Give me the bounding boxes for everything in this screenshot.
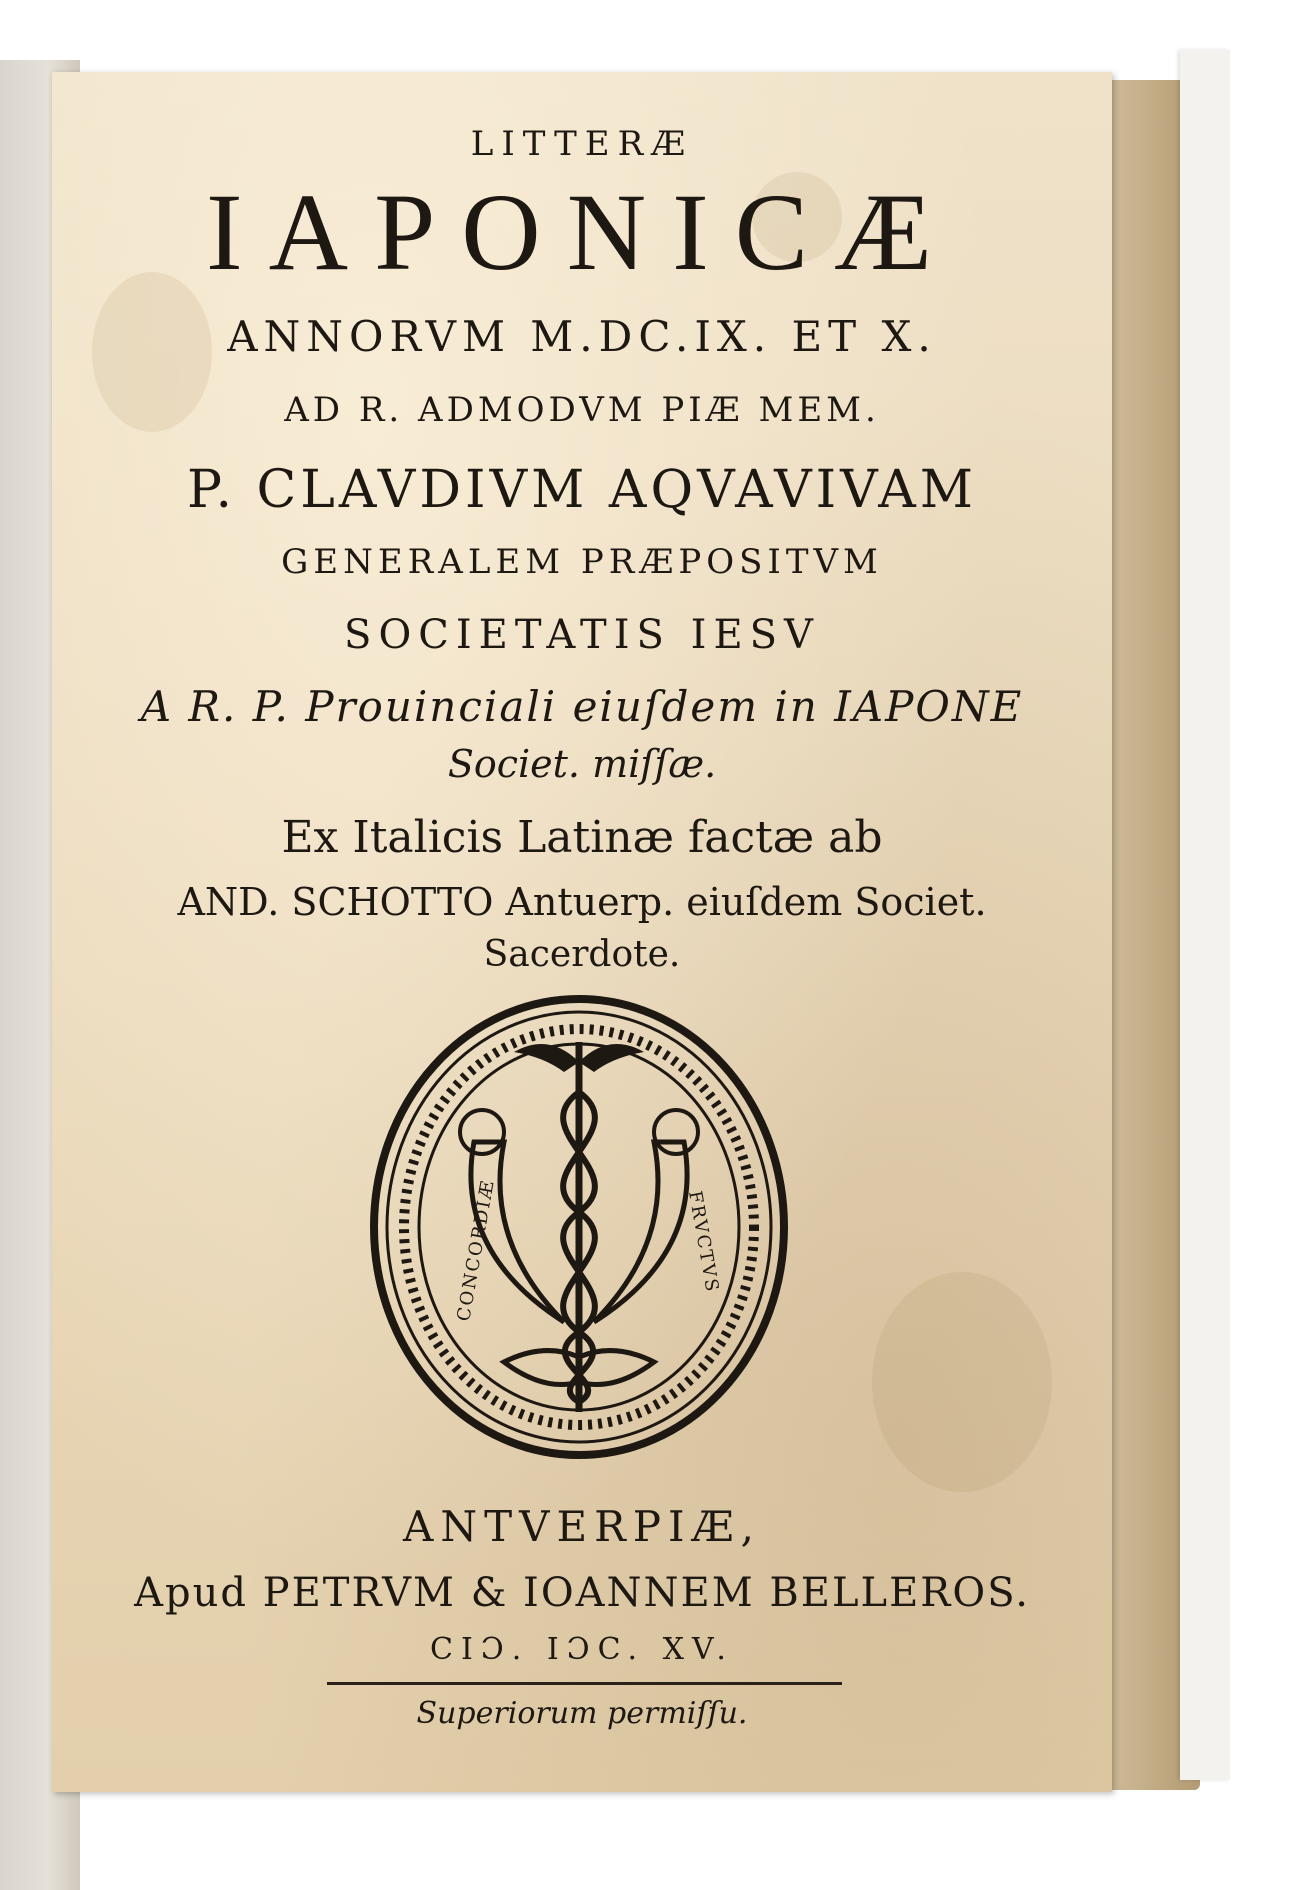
title-iaponicae: IAPONICÆ bbox=[206, 171, 958, 293]
imprint-permission: Superiorum permiſſu. bbox=[416, 1696, 748, 1731]
printers-device bbox=[364, 992, 794, 1462]
title-societ-missae: Societ. miſſæ. bbox=[447, 742, 717, 786]
title-societatis: SOCIETATIS IESV bbox=[344, 612, 820, 658]
title-provincial: A R. P. Prouinciali eiuſdem in IAPONE bbox=[140, 682, 1024, 731]
title-page bbox=[52, 72, 1112, 1792]
imprint-city: ANTVERPIÆ, bbox=[403, 1502, 761, 1551]
foxing-stain bbox=[872, 1272, 1052, 1492]
device-motto-left: CONCORDIÆ bbox=[453, 1177, 499, 1323]
imprint-printers: Apud PETRVM & IOANNEM BELLEROS. bbox=[134, 1570, 1030, 1616]
title-ad-admodum: AD R. ADMODVM PIÆ MEM. bbox=[284, 390, 880, 430]
imprint-rule bbox=[327, 1682, 842, 1685]
title-generalem: GENERALEM PRÆPOSITVM bbox=[281, 542, 883, 582]
device-motto-right: FRVCTVS bbox=[684, 1189, 723, 1295]
title-translation: Ex Italicis Latinæ factæ ab bbox=[281, 812, 883, 863]
title-litterae: LITTERÆ bbox=[470, 124, 694, 164]
imprint-date: CIƆ. IƆC. XV. bbox=[430, 1632, 734, 1667]
title-sacerdote: Sacerdote. bbox=[483, 934, 681, 975]
white-flyleaf bbox=[1180, 50, 1230, 1780]
title-translator: AND. SCHOTTO Antuerp. eiuſdem Societ. bbox=[177, 880, 987, 924]
title-claudium: P. CLAVDIVM AQVAVIVAM bbox=[187, 460, 977, 520]
title-annorum: ANNORVM M.DC.IX. ET X. bbox=[227, 312, 937, 361]
